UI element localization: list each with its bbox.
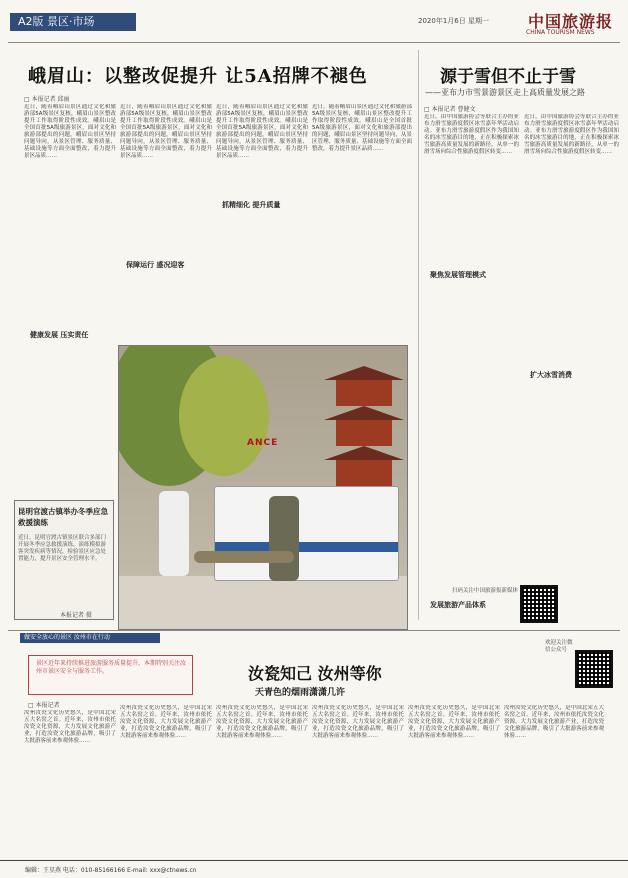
article1-subhead: 抓精细化 提升质量 [222,201,281,209]
pagoda-roof [324,366,404,380]
article1-subhead: 保障运行 盛况迎客 [126,261,185,269]
section-strip: 做安全放心的景区 汝州市在行动 [20,633,160,643]
article2-col2: 近日，由中国旅游协会等联合主办的亚布力滑雪旅游度假区冰雪嘉年华活动启动。亚布力滑雪旅游度假区作为我国知名的冰雪旅游目的地，正在积极探索冰雪旅游高质量发展的新路径，从单一的滑雪场向综合性旅游度假区转变…… [524,114,619,155]
article2-subhead: 扩大冰雪消费 [530,371,572,379]
newspaper-logo-sub: CHINA TOURISM NEWS [526,29,595,36]
article3-col3: 汝州汝瓷文化历史悠久，是中国北宋五大名窑之首。近年来，汝州市依托汝瓷文化资源，大力发展文化旅游产业，打造汝瓷文化旅游品牌，吸引了大批游客前来参观体验…… [216,705,308,739]
person-helper [269,496,299,581]
qr-code-icon[interactable] [575,650,613,688]
article1-col3: 近日，随着峨眉山景区通过文化和旅游部5A级景区复核，峨眉山景区整改提升工作取得阶段性成效。峨眉山是全国首批5A级旅游景区，面对文化和旅游部提出的问题，峨眉山景区坚持问题导向，从景区管理、服务质量、基础设施等方面全面整改，着力提升景区品质…… [216,104,308,159]
caption-title: 昆明官渡古镇举办冬季应急救援演练 [18,507,108,527]
article1-col4: 近日，随着峨眉山景区通过文化和旅游部5A级景区复核，峨眉山景区整改提升工作取得阶段性成效。峨眉山是全国首批5A级旅游景区，面对文化和旅游部提出的问题，峨眉山景区坚持问题导向，从景区管理、服务质量、基础设施等方面全面整改，着力提升景区品质…… [312,104,412,152]
ambulance [214,486,399,581]
stretcher [194,551,294,563]
article2-byline: □ 本报记者 曹健文 [424,106,476,113]
intro-box-text: 景区近年来持续推进旅游服务质量提升，本期特别关注汝州市景区安全与服务工作。 [36,660,187,675]
article2-headline: 源于雪但不止于雪 [440,67,576,87]
caption-body: 近日，昆明官渡古镇景区联合多部门开展冬季应急救援演练，演练模拟游客突发疾病等情况，检验景区应急处置能力，提升景区安全管理水平。 [18,535,107,562]
pagoda-body [336,380,392,406]
article2-col1: 近日，由中国旅游协会等联合主办的亚布力滑雪旅游度假区冰雪嘉年华活动启动。亚布力滑雪旅游度假区作为我国知名的冰雪旅游目的地，正在积极探索冰雪旅游高质量发展的新路径，从单一的滑雪场向综合性旅游度假区转变…… [424,114,519,155]
article1-subhead: 健康发展 压实责任 [30,331,89,339]
article1-byline: □ 本报记者 邱丽 [24,96,70,103]
tree [179,356,269,476]
date-line: 2020年1月6日 星期一 [418,17,489,25]
article2-subline: ——亚布力市雪景游景区走上高质量发展之路 [425,88,585,97]
qr-label: 扫码关注中国旅游报新媒体 [452,588,519,594]
article3-col1: 汝州汝瓷文化历史悠久，是中国北宋五大名窑之首。近年来，汝州市依托汝瓷文化资源，大力发展文化旅游产业，打造汝瓷文化旅游品牌，吸引了大批游客前来参观体验…… [24,710,116,744]
article2-subhead: 发展旅游产品体系 [430,601,486,609]
article3-subline: 天青色的烟雨潇潇几许 [255,688,346,698]
article1-col1: 近日，随着峨眉山景区通过文化和旅游部5A级景区复核，峨眉山景区整改提升工作取得阶段性成效。峨眉山是全国首批5A级旅游景区，面对文化和旅游部提出的问题，峨眉山景区坚持问题导向，从景区管理、服务质量、基础设施等方面全面整改，着力提升景区品质…… [24,104,116,159]
newspaper-logo: 中国旅游报 [528,12,614,31]
page-header [0,0,628,40]
section-rule [8,630,620,631]
column-divider [418,50,419,620]
article1-col2: 近日，随着峨眉山景区通过文化和旅游部5A级景区复核，峨眉山景区整改提升工作取得阶段性成效。峨眉山是全国首批5A级旅游景区，面对文化和旅游部提出的问题，峨眉山景区坚持问题导向，从景区管理、服务质量、基础设施等方面全面整改，着力提升景区品质…… [120,104,212,159]
pagoda-roof [324,446,404,460]
pagoda-body [336,420,392,446]
article3-col6: 汝州汝瓷文化历史悠久，是中国北宋五大名窑之首。近年来，汝州市依托汝瓷文化资源，大力发展文化旅游产业，打造汝瓷文化旅游品牌，吸引了大批游客前来参观体验…… [504,705,604,739]
pagoda-roof [324,406,404,420]
caption-credit: 本报记者 摄 [60,612,92,619]
qr-label: 欢迎关注微信公众号 [545,640,573,653]
plaza-ground [119,576,407,630]
article3-byline: □ 本报记者 [28,702,60,709]
footer-text: 编辑：王星燕 电话：010-85166166 E-mail: xxx@ctnews.cn [25,867,197,874]
article1-headline: 峨眉山：以整改促提升 让5A招牌不褪色 [28,66,368,87]
article3-headline: 汝瓷知己 汝州等你 [248,664,382,683]
article3-col5: 汝州汝瓷文化历史悠久，是中国北宋五大名窑之首。近年来，汝州市依托汝瓷文化资源，大力发展文化旅游产业，打造汝瓷文化旅游品牌，吸引了大批游客前来参观体验…… [408,705,500,739]
news-photo [118,345,408,630]
header-rule [8,42,620,43]
article2-subhead: 聚焦发展管理模式 [430,271,486,279]
ambulance-label: ANCE [247,438,279,448]
section-tag: A2版 景区·市场 [10,13,136,31]
person-medic [159,491,189,576]
article3-col2: 汝州汝瓷文化历史悠久，是中国北宋五大名窑之首。近年来，汝州市依托汝瓷文化资源，大力发展文化旅游产业，打造汝瓷文化旅游品牌，吸引了大批游客前来参观体验…… [120,705,212,739]
article3-col4: 汝州汝瓷文化历史悠久，是中国北宋五大名窑之首。近年来，汝州市依托汝瓷文化资源，大力发展文化旅游产业，打造汝瓷文化旅游品牌，吸引了大批游客前来参观体验…… [312,705,404,739]
